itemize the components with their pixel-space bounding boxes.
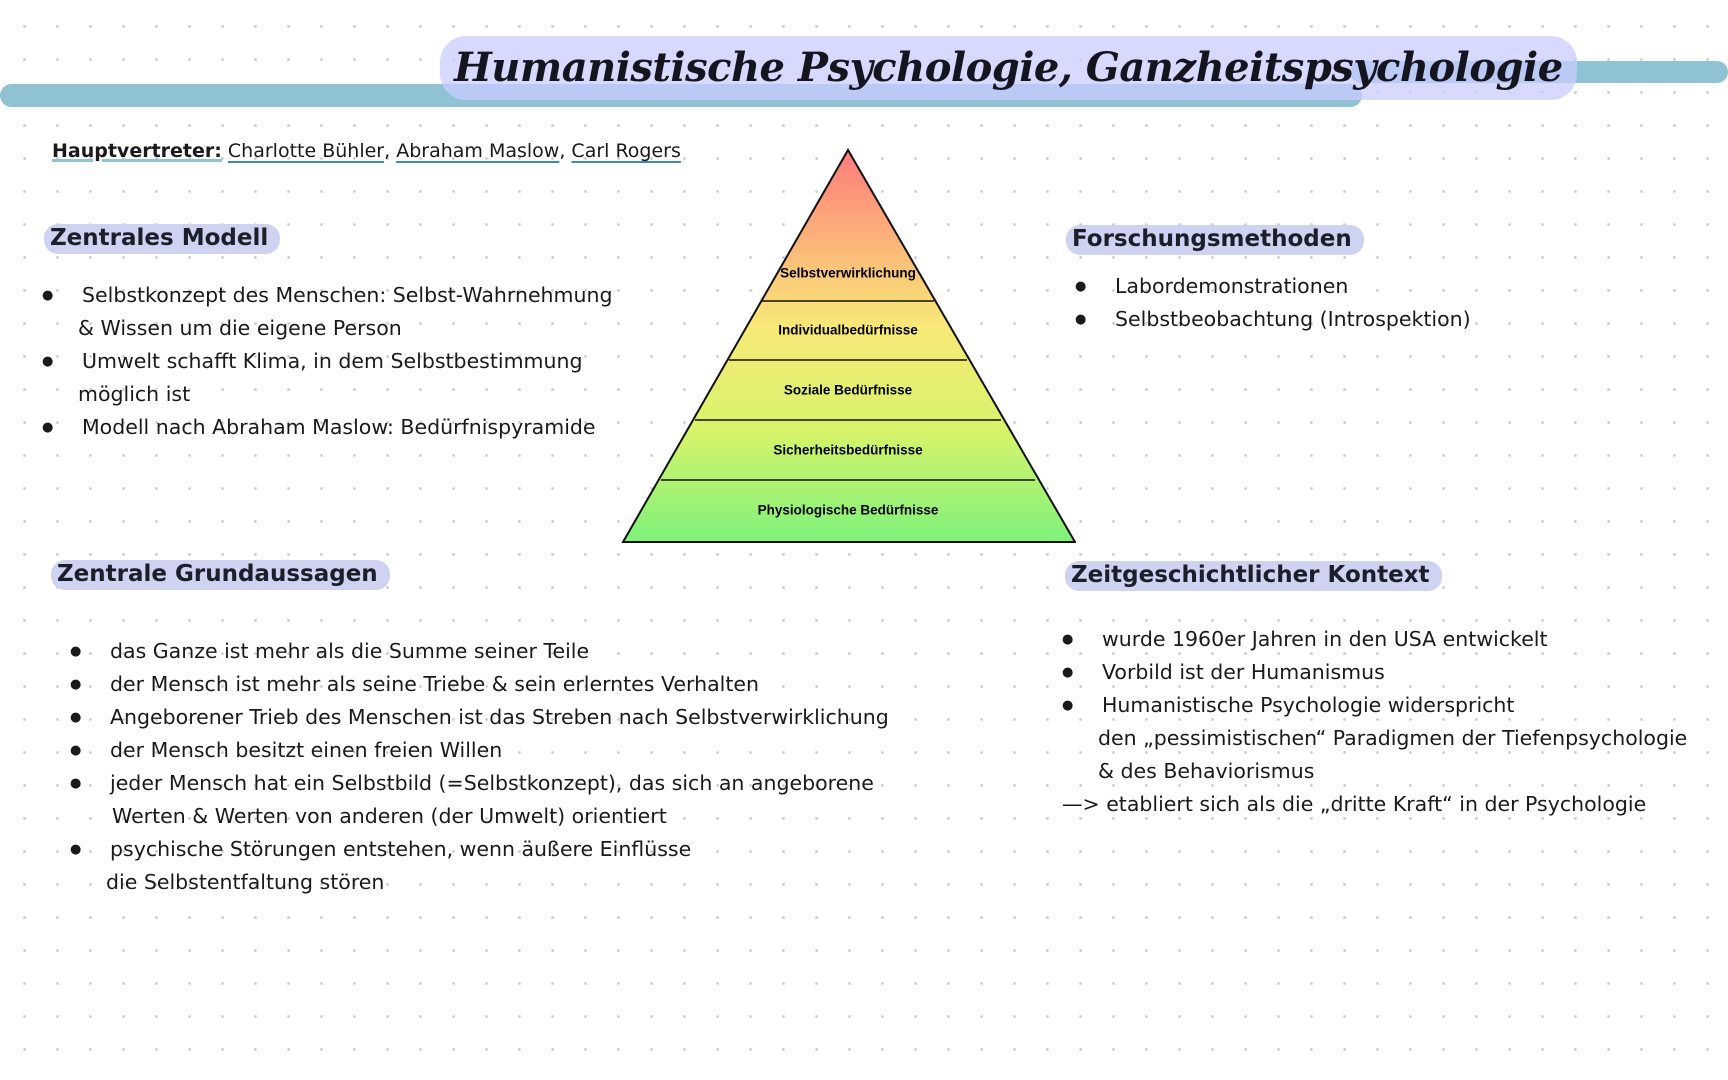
pyramid-level-physiologische-beduerfnisse: Physiologische Bedürfnisse: [757, 502, 939, 518]
list-item: ● Umwelt schafft Klima, in dem Selbstbestimmung: [42, 345, 613, 378]
list-item: & des Behaviorismus: [1098, 759, 1315, 783]
page-title: Humanistische Psychologie, Ganzheitspsychologie: [440, 36, 1577, 100]
vertreter-rogers: Carl Rogers: [571, 140, 681, 162]
list-zeitgeschichtlicher-kontext: [1062, 623, 1687, 821]
pyramid-level-individualbeduerfnisse: Individualbedürfnisse: [778, 322, 918, 338]
list-zentrales-modell: [42, 279, 613, 444]
list-item: ● Selbstbeobachtung (Introspektion): [1075, 303, 1471, 336]
list-item: Werten & Werten von anderen (der Umwelt) orientiert: [112, 804, 667, 828]
list-item: ● Angeborener Trieb des Menschen ist das Streben nach Selbstverwirklichung: [70, 701, 889, 734]
list-forschungsmethoden: [1075, 270, 1471, 336]
list-item: den „pessimistischen“ Paradigmen der Tiefenpsychologie: [1098, 726, 1688, 750]
list-item: ● Selbstkonzept des Menschen: Selbst-Wahrnehmung: [42, 279, 613, 312]
list-item: möglich ist: [78, 382, 191, 406]
list-item: die Selbstentfaltung stören: [106, 870, 385, 894]
hauptvertreter-label: Hauptvertreter:: [52, 140, 222, 162]
list-item: ● Humanistische Psychologie widerspricht: [1062, 689, 1687, 722]
list-item: & Wissen um die eigene Person: [78, 316, 402, 340]
list-zentrale-grundaussagen: [70, 635, 889, 899]
list-item: ● psychische Störungen entstehen, wenn äußere Einflüsse: [70, 833, 889, 866]
heading-zentrale-grundaussagen: Zentrale Grundaussagen: [51, 560, 390, 590]
pyramid-level-selbstverwirklichung: Selbstverwirklichung: [780, 265, 916, 281]
list-item: ● jeder Mensch hat ein Selbstbild (=Selbstkonzept), das sich an angeborene: [70, 767, 889, 800]
list-item: ● Labordemonstrationen: [1075, 270, 1471, 303]
vertreter-buehler: Charlotte Bühler: [227, 140, 385, 162]
list-item: ● Vorbild ist der Humanismus: [1062, 656, 1687, 689]
heading-forschungsmethoden: Forschungsmethoden: [1066, 225, 1364, 255]
heading-zeitgeschichtlicher-kontext: Zeitgeschichtlicher Kontext: [1065, 561, 1442, 591]
pyramid-level-soziale-beduerfnisse: Soziale Bedürfnisse: [783, 382, 913, 398]
list-item: ● wurde 1960er Jahren in den USA entwickelt: [1062, 623, 1687, 656]
pyramid-level-sicherheitsbeduerfnisse: Sicherheitsbedürfnisse: [773, 442, 923, 458]
list-item: ● Modell nach Abraham Maslow: Bedürfnispyramide: [42, 411, 613, 444]
list-item-conclusion: —> etabliert sich als die „dritte Kraft“ in der Psychologie: [1062, 792, 1647, 816]
list-item: ● das Ganze ist mehr als die Summe seiner Teile: [70, 635, 889, 668]
list-item: ● der Mensch ist mehr als seine Triebe & sein erlerntes Verhalten: [70, 668, 889, 701]
list-item: ● der Mensch besitzt einen freien Willen: [70, 734, 889, 767]
pyramid-body: [623, 150, 1075, 542]
hauptvertreter-line: Hauptvertreter: Charlotte Bühler, Abraham Maslow, Carl Rogers: [52, 140, 681, 162]
beduerfnispyramide: [620, 148, 1076, 546]
vertreter-maslow: Abraham Maslow: [396, 140, 560, 162]
heading-zentrales-modell: Zentrales Modell: [44, 224, 280, 254]
